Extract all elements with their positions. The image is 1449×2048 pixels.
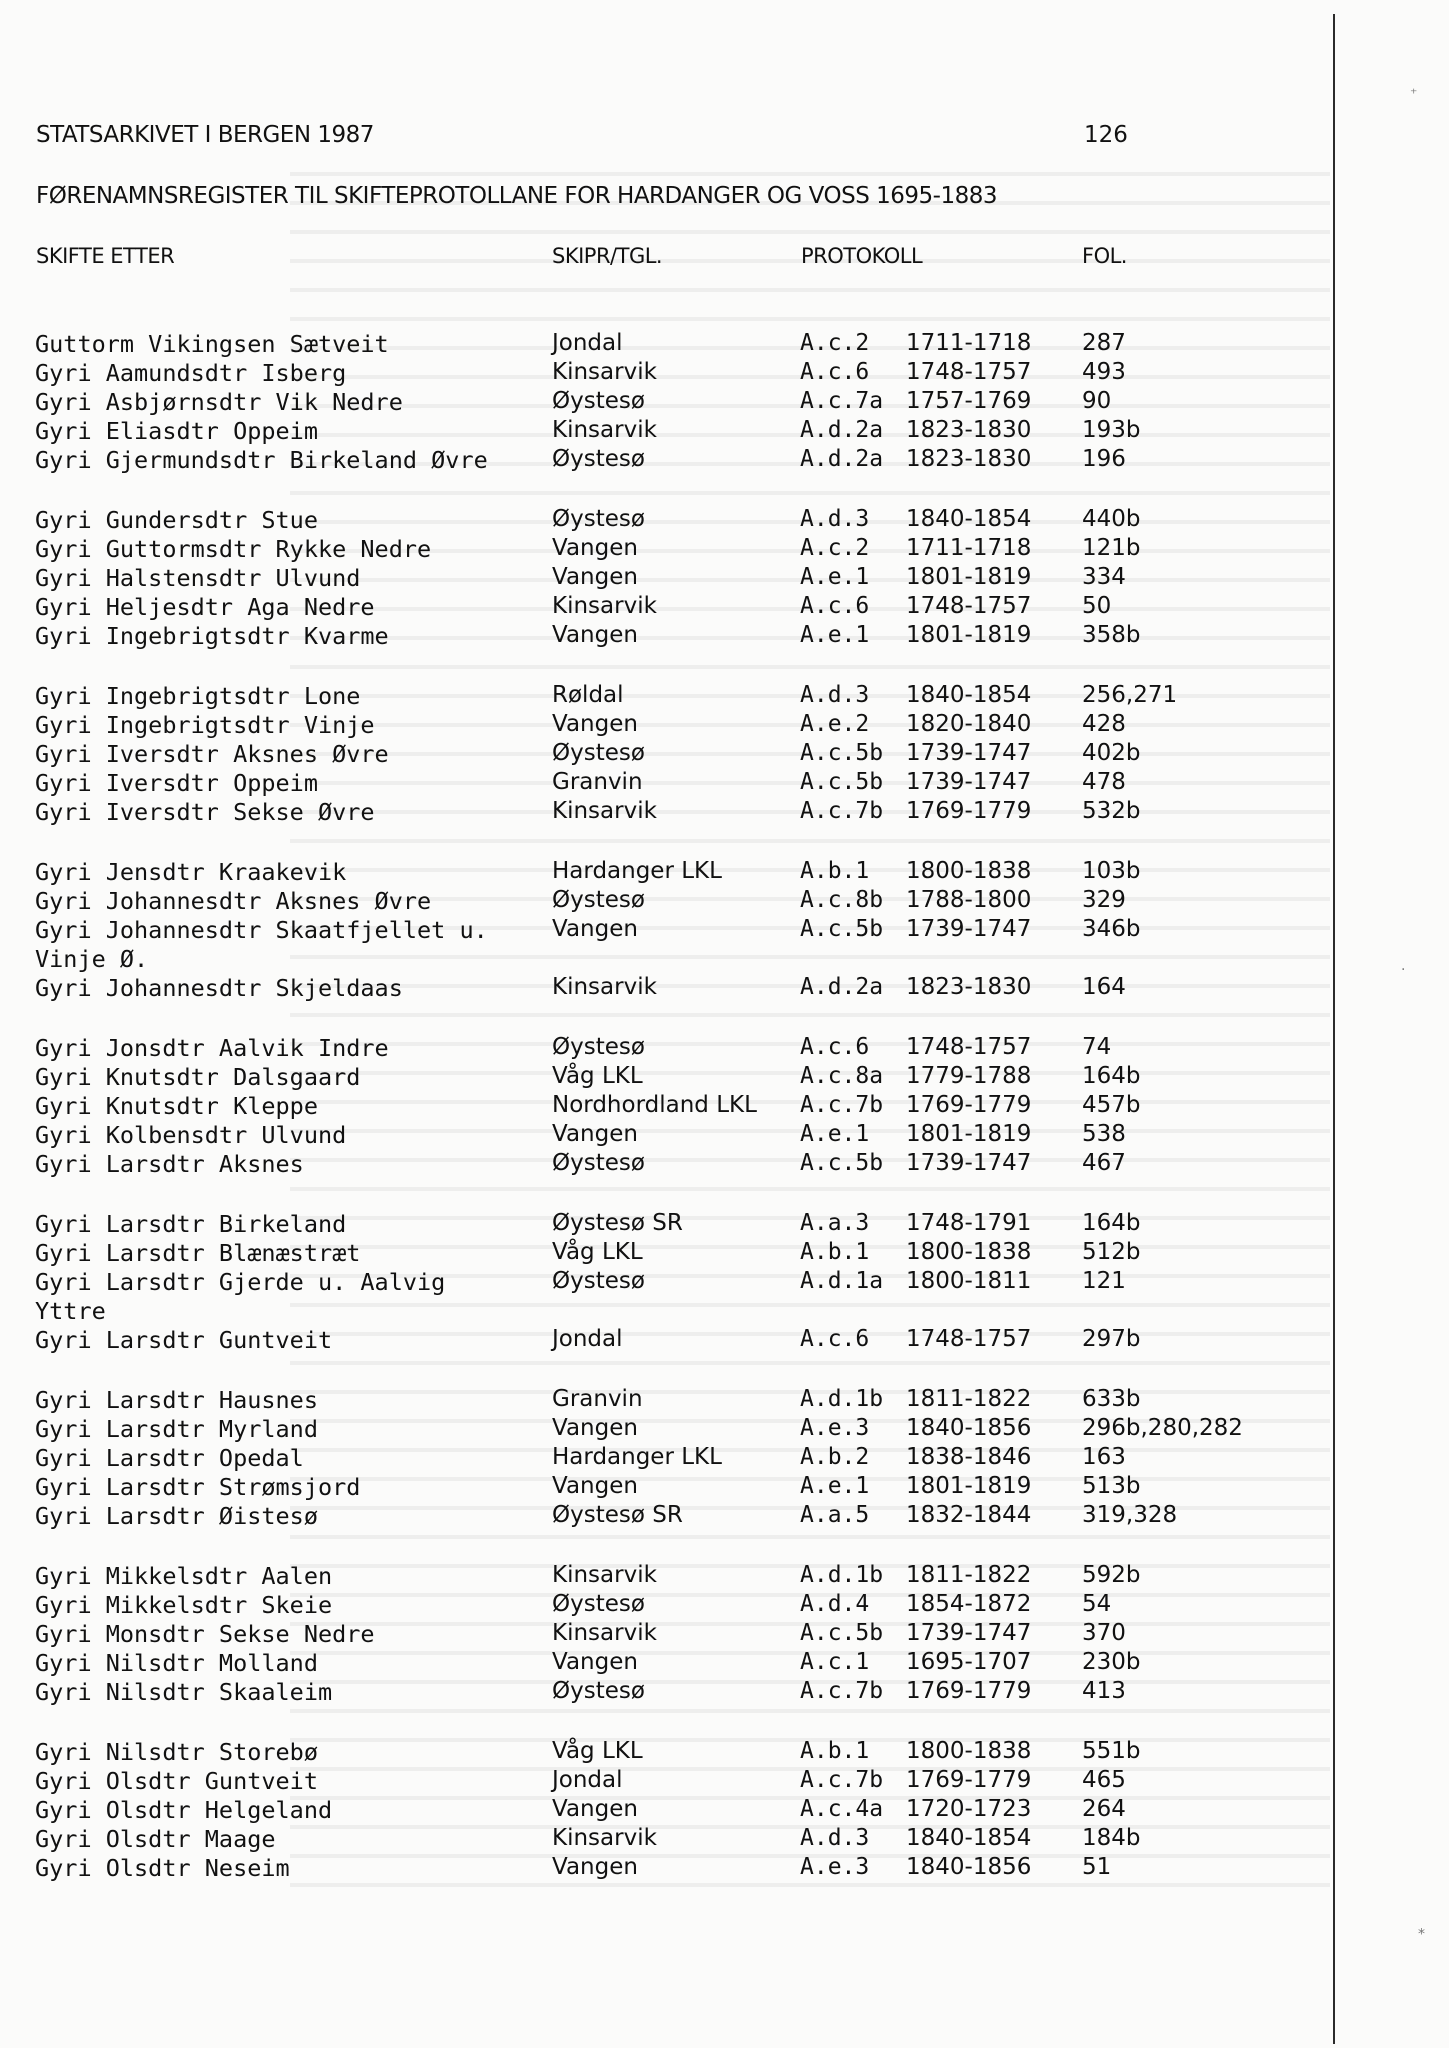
column-header-place: SKIPR/TGL. <box>552 244 663 268</box>
entry-folio: 230b <box>1082 1649 1141 1675</box>
entry-protocol: A.c.5b <box>800 1620 884 1646</box>
entry-place: Kinsarvik <box>552 593 657 619</box>
entry-protocol: A.c.7b <box>800 1767 884 1793</box>
entry-folio: 163 <box>1082 1444 1126 1470</box>
table-row <box>0 593 1300 622</box>
entry-folio: 121 <box>1082 1268 1126 1294</box>
table-row <box>0 622 1300 651</box>
entry-protocol: A.b.1 <box>800 858 870 884</box>
entry-years: 1711-1718 <box>906 330 1032 356</box>
entry-name-continuation: Vinje Ø. <box>35 945 149 973</box>
entry-protocol: A.c.2 <box>800 535 870 561</box>
entry-place: Øystesø <box>552 446 645 472</box>
entry-place: Røldal <box>552 682 624 708</box>
entry-place: Øystesø <box>552 1678 645 1704</box>
entry-name: Gyri Iversdtr Oppeim <box>35 769 318 797</box>
entry-place: Øystesø SR <box>552 1502 683 1528</box>
column-header-folio: FOL. <box>1082 244 1127 268</box>
entry-place: Vangen <box>552 1415 638 1441</box>
table-row <box>0 1210 1300 1239</box>
entry-place: Øystesø <box>552 388 645 414</box>
table-row <box>0 711 1300 740</box>
entry-protocol: A.b.1 <box>800 1738 870 1764</box>
entry-place: Kinsarvik <box>552 974 657 1000</box>
entry-protocol: A.b.2 <box>800 1444 870 1470</box>
table-row <box>0 1502 1300 1531</box>
entry-place: Vangen <box>552 1473 638 1499</box>
entry-folio: 478 <box>1082 769 1126 795</box>
archive-title: STATSARKIVET I BERGEN 1987 <box>36 122 374 148</box>
table-row <box>0 1063 1300 1092</box>
entry-place: Vangen <box>552 916 638 942</box>
entry-protocol: A.d.4 <box>800 1591 870 1617</box>
entry-place: Øystesø <box>552 506 645 532</box>
entry-place: Våg LKL <box>552 1239 643 1265</box>
entry-years: 1720-1723 <box>906 1796 1032 1822</box>
entry-years: 1788-1800 <box>906 887 1032 913</box>
entry-years: 1748-1757 <box>906 1034 1032 1060</box>
entry-folio: 164b <box>1082 1063 1141 1089</box>
entry-years: 1801-1819 <box>906 564 1032 590</box>
entry-years: 1800-1838 <box>906 1239 1032 1265</box>
entry-years: 1801-1819 <box>906 622 1032 648</box>
entry-years: 1823-1830 <box>906 446 1032 472</box>
entry-place: Vangen <box>552 1796 638 1822</box>
entry-place: Øystesø SR <box>552 1210 683 1236</box>
table-row <box>0 887 1300 916</box>
entry-name: Gyri Eliasdtr Oppeim <box>35 417 318 445</box>
entry-protocol: A.e.1 <box>800 1121 870 1147</box>
entry-place: Vangen <box>552 711 638 737</box>
entry-years: 1832-1844 <box>906 1502 1032 1528</box>
entry-protocol: A.e.1 <box>800 622 870 648</box>
table-row <box>0 974 1300 1003</box>
entry-place: Nordhordland LKL <box>552 1092 757 1118</box>
entry-name: Gyri Asbjørnsdtr Vik Nedre <box>35 388 403 416</box>
entry-place: Jondal <box>552 1767 623 1793</box>
entry-place: Jondal <box>552 1326 623 1352</box>
entry-protocol: A.c.7b <box>800 1092 884 1118</box>
entry-folio: 457b <box>1082 1092 1141 1118</box>
entry-name: Gyri Nilsdtr Skaaleim <box>35 1678 333 1706</box>
entry-protocol: A.c.5b <box>800 916 884 942</box>
entry-years: 1801-1819 <box>906 1121 1032 1147</box>
entry-folio: 493 <box>1082 359 1126 385</box>
scan-speck: ⁺ <box>1410 86 1418 102</box>
entry-protocol: A.c.6 <box>800 359 870 385</box>
entry-years: 1823-1830 <box>906 417 1032 443</box>
entry-name: Gyri Olsdtr Guntveit <box>35 1767 318 1795</box>
entry-place: Øystesø <box>552 1268 645 1294</box>
entry-folio: 592b <box>1082 1562 1141 1588</box>
entry-years: 1800-1811 <box>906 1268 1032 1294</box>
entry-place: Granvin <box>552 769 643 795</box>
entry-protocol: A.c.2 <box>800 330 870 356</box>
table-row <box>0 1150 1300 1179</box>
entry-protocol: A.c.6 <box>800 593 870 619</box>
entry-name: Gyri Olsdtr Helgeland <box>35 1796 333 1824</box>
page-number: 126 <box>1084 122 1128 148</box>
entry-years: 1739-1747 <box>906 769 1032 795</box>
entry-folio: 465 <box>1082 1767 1126 1793</box>
entry-protocol: A.c.4a <box>800 1796 884 1822</box>
entry-protocol: A.d.3 <box>800 682 870 708</box>
entry-protocol: A.a.5 <box>800 1502 870 1528</box>
table-row <box>0 1121 1300 1150</box>
entry-place: Kinsarvik <box>552 798 657 824</box>
entry-name: Gyri Jonsdtr Aalvik Indre <box>35 1034 389 1062</box>
entry-protocol: A.c.1 <box>800 1649 870 1675</box>
entry-years: 1800-1838 <box>906 1738 1032 1764</box>
table-row <box>0 417 1300 446</box>
entry-place: Vangen <box>552 535 638 561</box>
entry-folio: 193b <box>1082 417 1141 443</box>
table-row <box>0 388 1300 417</box>
entry-place: Granvin <box>552 1386 643 1412</box>
entry-folio: 164 <box>1082 974 1126 1000</box>
entry-folio: 334 <box>1082 564 1126 590</box>
table-row <box>0 1239 1300 1268</box>
entry-folio: 256,271 <box>1082 682 1178 708</box>
entry-years: 1769-1779 <box>906 1767 1032 1793</box>
entry-folio: 346b <box>1082 916 1141 942</box>
entry-folio: 633b <box>1082 1386 1141 1412</box>
entry-protocol: A.d.3 <box>800 1825 870 1851</box>
entry-place: Øystesø <box>552 1034 645 1060</box>
entry-protocol: A.e.2 <box>800 711 870 737</box>
entry-protocol: A.d.2a <box>800 446 884 472</box>
table-row <box>0 1678 1300 1707</box>
entry-place: Øystesø <box>552 1150 645 1176</box>
entry-place: Vangen <box>552 622 638 648</box>
entry-folio: 413 <box>1082 1678 1126 1704</box>
entry-folio: 54 <box>1082 1591 1112 1617</box>
entry-name: Gyri Johannesdtr Aksnes Øvre <box>35 887 432 915</box>
entry-name: Gyri Johannesdtr Skjeldaas <box>35 974 403 1002</box>
table-row <box>0 446 1300 475</box>
entry-place: Vangen <box>552 1649 638 1675</box>
entry-years: 1801-1819 <box>906 1473 1032 1499</box>
entry-years: 1811-1822 <box>906 1386 1032 1412</box>
entry-folio: 329 <box>1082 887 1126 913</box>
entry-folio: 370 <box>1082 1620 1126 1646</box>
entry-protocol: A.c.5b <box>800 1150 884 1176</box>
table-row <box>0 1326 1300 1355</box>
entry-name: Gyri Kolbensdtr Ulvund <box>35 1121 347 1149</box>
entry-protocol: A.e.1 <box>800 1473 870 1499</box>
table-row <box>0 916 1300 973</box>
entry-years: 1748-1757 <box>906 1326 1032 1352</box>
entry-place: Våg LKL <box>552 1063 643 1089</box>
entry-name: Gyri Ingebrigtsdtr Kvarme <box>35 622 389 650</box>
table-row <box>0 1738 1300 1767</box>
table-row <box>0 1649 1300 1678</box>
table-row <box>0 535 1300 564</box>
entry-folio: 513b <box>1082 1473 1141 1499</box>
entry-protocol: A.c.8a <box>800 1063 884 1089</box>
entry-years: 1840-1854 <box>906 1825 1032 1851</box>
entry-place: Hardanger LKL <box>552 858 722 884</box>
entry-years: 1739-1747 <box>906 740 1032 766</box>
entry-name: Gyri Halstensdtr Ulvund <box>35 564 361 592</box>
table-row <box>0 1092 1300 1121</box>
entry-name: Gyri Larsdtr Hausnes <box>35 1386 318 1414</box>
entry-name-continuation: Yttre <box>35 1297 106 1325</box>
entry-protocol: A.c.5b <box>800 740 884 766</box>
table-row <box>0 1620 1300 1649</box>
entry-name: Gyri Larsdtr Blænæstræt <box>35 1239 361 1267</box>
entry-name: Gyri Mikkelsdtr Aalen <box>35 1562 333 1590</box>
entry-place: Kinsarvik <box>552 1825 657 1851</box>
entry-folio: 532b <box>1082 798 1141 824</box>
scan-speck: ⁎ <box>1418 1922 1425 1938</box>
entry-protocol: A.d.2a <box>800 417 884 443</box>
entry-place: Vangen <box>552 1854 638 1880</box>
entry-name: Gyri Larsdtr Øistesø <box>35 1502 318 1530</box>
table-row <box>0 1767 1300 1796</box>
table-row <box>0 330 1300 359</box>
entry-name: Gyri Aamundsdtr Isberg <box>35 359 347 387</box>
entry-years: 1800-1838 <box>906 858 1032 884</box>
entry-name: Gyri Guttormsdtr Rykke Nedre <box>35 535 432 563</box>
entry-place: Øystesø <box>552 740 645 766</box>
entry-name: Gyri Larsdtr Gjerde u. Aalvig Yttre <box>35 1268 446 1325</box>
entry-name: Gyri Ingebrigtsdtr Lone <box>35 682 361 710</box>
entry-years: 1769-1779 <box>906 798 1032 824</box>
entry-name: Gyri Iversdtr Aksnes Øvre <box>35 740 389 768</box>
entry-name: Gyri Gjermundsdtr Birkeland Øvre <box>35 446 488 474</box>
table-row <box>0 798 1300 827</box>
table-row <box>0 1415 1300 1444</box>
entry-years: 1739-1747 <box>906 1150 1032 1176</box>
entry-folio: 184b <box>1082 1825 1141 1851</box>
entry-folio: 440b <box>1082 506 1141 532</box>
table-row <box>0 564 1300 593</box>
entry-place: Vangen <box>552 564 638 590</box>
entry-name: Gyri Larsdtr Myrland <box>35 1415 318 1443</box>
entry-folio: 319,328 <box>1082 1502 1178 1528</box>
entry-name: Gyri Monsdtr Sekse Nedre <box>35 1620 375 1648</box>
entry-folio: 196 <box>1082 446 1126 472</box>
entry-place: Vangen <box>552 1121 638 1147</box>
entry-years: 1840-1856 <box>906 1415 1032 1441</box>
entry-folio: 74 <box>1082 1034 1112 1060</box>
entry-protocol: A.d.1b <box>800 1562 884 1588</box>
entry-name: Gyri Olsdtr Maage <box>35 1825 276 1853</box>
table-row <box>0 682 1300 711</box>
table-row <box>0 1473 1300 1502</box>
table-row <box>0 1796 1300 1825</box>
entry-name: Gyri Ingebrigtsdtr Vinje <box>35 711 375 739</box>
entry-name: Gyri Knutsdtr Kleppe <box>35 1092 318 1120</box>
entry-name: Gyri Mikkelsdtr Skeie <box>35 1591 333 1619</box>
entry-folio: 103b <box>1082 858 1141 884</box>
table-row <box>0 1034 1300 1063</box>
entry-protocol: A.c.8b <box>800 887 884 913</box>
register-title: FØRENAMNSREGISTER TIL SKIFTEPROTOLLANE FOR HARDANGER OG VOSS 1695-1883 <box>36 183 997 209</box>
entry-name: Gyri Olsdtr Neseim <box>35 1854 290 1882</box>
entry-name: Gyri Larsdtr Birkeland <box>35 1210 347 1238</box>
table-row <box>0 1591 1300 1620</box>
entry-years: 1823-1830 <box>906 974 1032 1000</box>
entry-name: Gyri Larsdtr Strømsjord <box>35 1473 361 1501</box>
entry-folio: 121b <box>1082 535 1141 561</box>
column-header-protocol: PROTOKOLL <box>801 244 923 268</box>
entry-folio: 467 <box>1082 1150 1126 1176</box>
entry-protocol: A.c.6 <box>800 1034 870 1060</box>
entry-years: 1838-1846 <box>906 1444 1032 1470</box>
entry-folio: 358b <box>1082 622 1141 648</box>
entry-years: 1840-1856 <box>906 1854 1032 1880</box>
table-row <box>0 1825 1300 1854</box>
table-row <box>0 1444 1300 1473</box>
entry-protocol: A.e.3 <box>800 1415 870 1441</box>
entry-protocol: A.b.1 <box>800 1239 870 1265</box>
table-row <box>0 769 1300 798</box>
scan-speck: · <box>1401 962 1406 978</box>
entry-place: Våg LKL <box>552 1738 643 1764</box>
entry-years: 1840-1854 <box>906 506 1032 532</box>
entry-place: Øystesø <box>552 887 645 913</box>
entry-years: 1854-1872 <box>906 1591 1032 1617</box>
binding-edge-line <box>1333 14 1335 2044</box>
entry-years: 1748-1757 <box>906 593 1032 619</box>
entry-name: Gyri Nilsdtr Molland <box>35 1649 318 1677</box>
entry-years: 1748-1791 <box>906 1210 1032 1236</box>
entry-folio: 428 <box>1082 711 1126 737</box>
entry-years: 1820-1840 <box>906 711 1032 737</box>
entry-years: 1757-1769 <box>906 388 1032 414</box>
entry-place: Jondal <box>552 330 623 356</box>
column-header-name: SKIFTE ETTER <box>36 244 175 268</box>
entry-years: 1769-1779 <box>906 1092 1032 1118</box>
entry-years: 1748-1757 <box>906 359 1032 385</box>
entry-folio: 287 <box>1082 330 1126 356</box>
entry-protocol: A.a.3 <box>800 1210 870 1236</box>
entry-name: Gyri Larsdtr Guntveit <box>35 1326 333 1354</box>
entry-years: 1739-1747 <box>906 1620 1032 1646</box>
entry-place: Kinsarvik <box>552 417 657 443</box>
entry-protocol: A.c.7b <box>800 1678 884 1704</box>
entry-place: Øystesø <box>552 1591 645 1617</box>
entry-folio: 296b,280,282 <box>1082 1415 1243 1441</box>
entry-protocol: A.c.7a <box>800 388 884 414</box>
entry-folio: 164b <box>1082 1210 1141 1236</box>
entry-folio: 90 <box>1082 388 1112 414</box>
entry-years: 1769-1779 <box>906 1678 1032 1704</box>
entry-name: Gyri Larsdtr Aksnes <box>35 1150 304 1178</box>
table-row <box>0 1854 1300 1883</box>
entry-name: Gyri Larsdtr Opedal <box>35 1444 304 1472</box>
entry-years: 1811-1822 <box>906 1562 1032 1588</box>
entry-folio: 51 <box>1082 1854 1112 1880</box>
entry-protocol: A.e.1 <box>800 564 870 590</box>
entry-years: 1739-1747 <box>906 916 1032 942</box>
entry-name: Gyri Heljesdtr Aga Nedre <box>35 593 375 621</box>
entry-years: 1779-1788 <box>906 1063 1032 1089</box>
entry-protocol: A.c.7b <box>800 798 884 824</box>
entry-name: Gyri Iversdtr Sekse Øvre <box>35 798 375 826</box>
entry-protocol: A.d.2a <box>800 974 884 1000</box>
entry-years: 1840-1854 <box>906 682 1032 708</box>
table-row <box>0 506 1300 535</box>
entry-protocol: A.d.1a <box>800 1268 884 1294</box>
entry-name: Gyri Johannesdtr Skaatfjellet u. Vinje Ø. <box>35 916 488 973</box>
table-row <box>0 1562 1300 1591</box>
entry-name: Gyri Gundersdtr Stue <box>35 506 318 534</box>
entry-folio: 551b <box>1082 1738 1141 1764</box>
entry-protocol: A.c.5b <box>800 769 884 795</box>
table-row <box>0 1268 1300 1325</box>
entry-place: Kinsarvik <box>552 359 657 385</box>
entry-place: Kinsarvik <box>552 1562 657 1588</box>
entry-name: Guttorm Vikingsen Sætveit <box>35 330 389 358</box>
entry-protocol: A.e.3 <box>800 1854 870 1880</box>
table-row <box>0 740 1300 769</box>
entry-years: 1695-1707 <box>906 1649 1032 1675</box>
entry-years: 1711-1718 <box>906 535 1032 561</box>
table-row <box>0 858 1300 887</box>
entry-protocol: A.d.3 <box>800 506 870 532</box>
entry-folio: 264 <box>1082 1796 1126 1822</box>
entry-protocol: A.d.1b <box>800 1386 884 1412</box>
entry-name: Gyri Knutsdtr Dalsgaard <box>35 1063 361 1091</box>
entry-folio: 402b <box>1082 740 1141 766</box>
entry-place: Kinsarvik <box>552 1620 657 1646</box>
entry-folio: 538 <box>1082 1121 1126 1147</box>
entry-folio: 50 <box>1082 593 1112 619</box>
entry-place: Hardanger LKL <box>552 1444 722 1470</box>
entry-protocol: A.c.6 <box>800 1326 870 1352</box>
table-row <box>0 359 1300 388</box>
entry-name: Gyri Nilsdtr Storebø <box>35 1738 318 1766</box>
entry-folio: 512b <box>1082 1239 1141 1265</box>
entry-name: Gyri Jensdtr Kraakevik <box>35 858 347 886</box>
entry-folio: 297b <box>1082 1326 1141 1352</box>
table-row <box>0 1386 1300 1415</box>
